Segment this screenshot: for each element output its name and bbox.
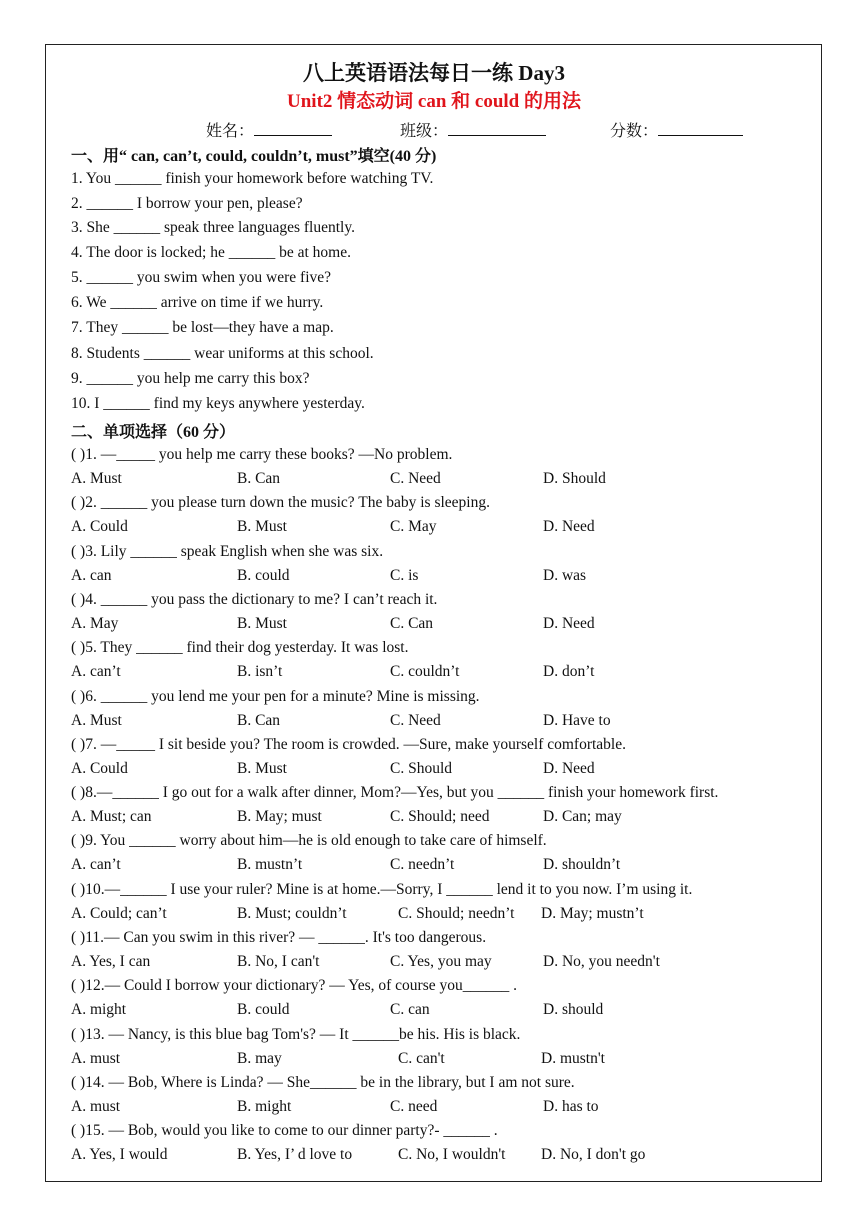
question-stem: ( )12.— Could I borrow your dictionary? — Yes, of course you______ . — [71, 977, 517, 994]
answer-option: C. is — [390, 567, 419, 584]
answer-option: A. must — [71, 1050, 121, 1067]
answer-option: B. isn’t — [237, 663, 283, 680]
class-label: 班级： — [400, 123, 449, 140]
answer-option: D. Need — [543, 615, 595, 632]
answer-option: A. can’t — [71, 663, 121, 680]
page-title: 八上英语语法每日一练 Day3 — [303, 61, 565, 85]
answer-option: B. Must; couldn’t — [237, 905, 347, 922]
answer-option: C. Need — [390, 712, 441, 729]
question-stem: ( )7. —_____ I sit beside you? The room is crowded. —Sure, make yourself comfortable. — [71, 736, 626, 753]
answer-option: C. Can — [390, 615, 434, 632]
answer-option: C. can — [390, 1001, 430, 1018]
answer-option: B. No, I can't — [237, 953, 320, 970]
answer-option: C. Yes, you may — [390, 953, 492, 970]
section-2-heading: 二、单项选择（60 分） — [71, 424, 236, 441]
answer-option: B. may — [237, 1050, 282, 1067]
fill-in-item: 2. ______ I borrow your pen, please? — [71, 195, 303, 212]
answer-option: C. couldn’t — [390, 663, 460, 680]
answer-option: C. can't — [398, 1050, 445, 1067]
answer-option: C. Should; need — [390, 808, 490, 825]
question-stem: ( )15. — Bob, would you like to come to our dinner party?- ______ . — [71, 1122, 498, 1139]
answer-option: A. Yes, I can — [71, 953, 151, 970]
question-stem: ( )10.—______ I use your ruler? Mine is at home.—Sorry, I ______ lend it to you now. I’m using it. — [71, 881, 693, 898]
question-stem: ( )6. ______ you lend me your pen for a minute? Mine is missing. — [71, 688, 480, 705]
answer-option: C. May — [390, 518, 437, 535]
answer-option: A. might — [71, 1001, 127, 1018]
fill-in-item: 7. They ______ be lost—they have a map. — [71, 319, 334, 336]
score-field — [610, 118, 743, 141]
answer-option: B. May; must — [237, 808, 322, 825]
answer-option: A. Could — [71, 518, 128, 535]
answer-option: A. May — [71, 615, 119, 632]
answer-option: C. need — [390, 1098, 438, 1115]
answer-option: B. could — [237, 567, 290, 584]
answer-option: D. Need — [543, 518, 595, 535]
fill-in-item: 4. The door is locked; he ______ be at home. — [71, 244, 351, 261]
answer-option: A. can’t — [71, 856, 121, 873]
question-stem: ( )9. You ______ worry about him—he is old enough to take care of himself. — [71, 832, 547, 849]
answer-option: C. No, I wouldn't — [398, 1146, 506, 1163]
answer-option: A. Must; can — [71, 808, 152, 825]
answer-option: A. must — [71, 1098, 121, 1115]
fill-in-item: 10. I ______ find my keys anywhere yesterday. — [71, 395, 365, 412]
question-stem: ( )5. They ______ find their dog yesterday. It was lost. — [71, 639, 409, 656]
answer-option: A. Could — [71, 760, 128, 777]
answer-option: A. Yes, I would — [71, 1146, 168, 1163]
question-stem: ( )14. — Bob, Where is Linda? — She______ be in the library, but I am not sure. — [71, 1074, 575, 1091]
question-stem: ( )3. Lily ______ speak English when she was six. — [71, 543, 384, 560]
answer-option: D. Need — [543, 760, 595, 777]
answer-option: B. might — [237, 1098, 292, 1115]
section-1-heading: 一、用“ can, can’t, could, couldn’t, must”填空(40 分) — [71, 148, 437, 165]
answer-option: B. could — [237, 1001, 290, 1018]
score-blank — [658, 120, 743, 136]
answer-option: D. Have to — [543, 712, 611, 729]
answer-option: A. Must — [71, 470, 122, 487]
answer-option: D. was — [543, 567, 587, 584]
answer-option: A. Must — [71, 712, 122, 729]
answer-option: C. Should — [390, 760, 453, 777]
fill-in-item: 6. We ______ arrive on time if we hurry. — [71, 294, 324, 311]
answer-option: B. Must — [237, 615, 287, 632]
answer-option: C. needn’t — [390, 856, 455, 873]
page-subtitle: Unit2 情态动词 can 和 could 的用法 — [287, 91, 581, 112]
answer-option: D. May; mustn’t — [541, 905, 644, 922]
name-field — [206, 118, 332, 141]
question-stem: ( )2. ______ you please turn down the music? The baby is sleeping. — [71, 494, 490, 511]
class-blank — [448, 120, 546, 136]
name-blank — [254, 120, 332, 136]
worksheet-border — [45, 44, 822, 1182]
answer-option: B. Yes, I’ d love to — [237, 1146, 353, 1163]
answer-option: D. No, I don't go — [541, 1146, 646, 1163]
question-stem: ( )8.—______ I go out for a walk after dinner, Mom?—Yes, but you ______ finish your homework first. — [71, 784, 719, 801]
answer-option: C. Should; needn’t — [398, 905, 515, 922]
fill-in-item: 3. She ______ speak three languages fluently. — [71, 219, 355, 236]
answer-option: D. should — [543, 1001, 604, 1018]
question-stem: ( )13. — Nancy, is this blue bag Tom's? — It ______be his. His is black. — [71, 1026, 521, 1043]
answer-option: D. has to — [543, 1098, 599, 1115]
answer-option: B. Can — [237, 470, 281, 487]
answer-option: B. Must — [237, 518, 287, 535]
answer-option: D. Can; may — [543, 808, 622, 825]
fill-in-item: 5. ______ you swim when you were five? — [71, 269, 332, 286]
question-stem: ( )4. ______ you pass the dictionary to me? I can’t reach it. — [71, 591, 438, 608]
question-stem: ( )11.— Can you swim in this river? — ______. It's too dangerous. — [71, 929, 487, 946]
answer-option: A. can — [71, 567, 112, 584]
answer-option: C. Need — [390, 470, 441, 487]
question-stem: ( )1. —_____ you help me carry these books? —No problem. — [71, 446, 453, 463]
fill-in-item: 1. You ______ finish your homework before watching TV. — [71, 170, 434, 187]
answer-option: D. don’t — [543, 663, 595, 680]
answer-option: D. No, you needn't — [543, 953, 660, 970]
score-label: 分数： — [610, 123, 659, 140]
answer-option: A. Could; can’t — [71, 905, 167, 922]
fill-in-item: 9. ______ you help me carry this box? — [71, 370, 310, 387]
fill-in-item: 8. Students ______ wear uniforms at this school. — [71, 345, 374, 362]
answer-option: D. mustn't — [541, 1050, 605, 1067]
answer-option: D. Should — [543, 470, 606, 487]
answer-option: B. Can — [237, 712, 281, 729]
name-label: 姓名： — [206, 123, 255, 140]
answer-option: B. mustn’t — [237, 856, 303, 873]
class-field — [400, 118, 546, 141]
answer-option: B. Must — [237, 760, 287, 777]
answer-option: D. shouldn’t — [543, 856, 621, 873]
